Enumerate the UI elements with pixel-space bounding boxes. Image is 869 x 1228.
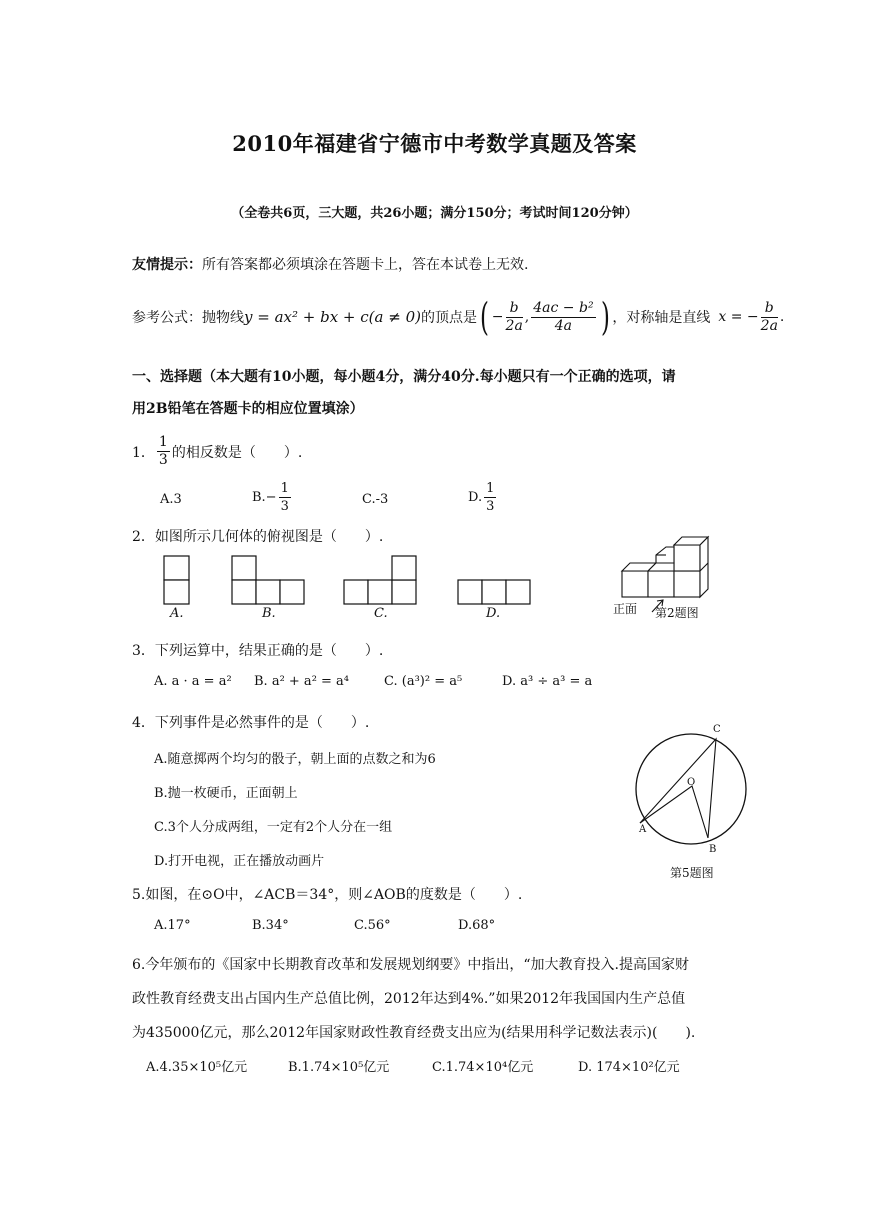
q6-line3: 为435000亿元，那么2012年国家财政性教育经费支出应为(结果用科学记数法表示)( ). [132,1025,696,1041]
q3-option-d: D. a³ ÷ a³ = a [502,674,593,689]
q5-option-a: A.17° [154,918,191,933]
axis-fraction: $\frac{b}{2a}$ [760,299,778,334]
q5-option-c: C.56° [354,918,391,933]
q3-option-a: A. a · a = a² [154,674,232,689]
q1-fraction: $\frac{1}{3}$ [158,434,168,468]
tip-label: 友情提示： [132,257,202,273]
vertex-x-fraction: $\frac{b}{2a}$ [505,299,523,334]
q5-point-b: B [709,844,717,855]
q5-option-d: D.68° [458,918,496,933]
q4-option-b: B.抛一枚硬币，正面朝上 [154,786,298,801]
q3-stem: 3．下列运算中，结果正确的是（ ）. [132,643,384,659]
formula-line: 参考公式：抛物线 y = ax² + bx + c(a ≠ 0) 的顶点是 ( − $\frac{b}{2a}$ , $\frac{\text{4ac − b²}}{4a}$ ) ，对称轴是直线 x = − $\frac{b}{2a}$ . [132,295,785,339]
q1-option-b: B.− $\frac{1}{3}$ [252,481,289,514]
q3-option-c: C. (a³)² = a⁵ [384,674,463,689]
q2-label-a: A. [170,606,184,621]
exam-info: （全卷共6页，三大题，共26小题；满分150分；考试时间120分钟） [231,206,638,221]
q5-point-a: A [639,824,647,835]
q1-option-c: C.-3 [362,492,389,507]
q5-option-b: B.34° [252,918,289,933]
formula-mid: 的顶点是 [420,310,477,326]
page-title: 2010年福建省宁德市中考数学真题及答案 [232,131,637,156]
q2-label-b: B. [262,606,276,621]
q3-option-b: B. a² + a² = a⁴ [254,674,350,689]
q1-stem: 1． $\frac{1}{3}$ 的相反数是（ ）. [132,434,303,468]
q6-option-a: A.4.35×10⁵亿元 [146,1060,248,1075]
vertex-y-fraction: $\frac{\text{4ac − b²}}{4a}$ [533,299,594,334]
q4-option-c: C.3个人分成两组，一定有2个人分在一组 [154,820,393,835]
q4-option-d: D.打开电视，正在播放动画片 [154,854,325,869]
q4-option-a: A.随意掷两个均匀的骰子，朝上面的点数之和为6 [154,752,436,767]
section1-line1: 一、选择题（本大题有10小题，每小题4分，满分40分.每小题只有一个正确的选项，请 [132,369,676,385]
q2-front-label: 正面 [613,602,638,616]
tip-text: 所有答案都必须填涂在答题卡上，答在本试卷上无效. [202,257,529,273]
q5-point-o: O [687,777,696,788]
q6-option-b: B.1.74×10⁵亿元 [288,1060,390,1075]
q5-point-c: C [713,724,721,735]
q5-stem: 5.如图，在⊙O中，∠ACB＝34°，则∠AOB的度数是（ ）. [132,887,523,903]
axis-lhs: x = − [718,309,759,325]
q2-label-d: D. [486,606,501,621]
q2-label-c: C. [374,606,388,621]
q5-figure-caption: 第5题图 [670,866,714,880]
q6-line2: 政性教育经费支出占国内生产总值比例，2012年达到4%.”如果2012年我国国内生产总值 [132,991,686,1007]
axis-text: ，对称轴是直线 [612,310,711,326]
q1-option-d: D. $\frac{1}{3}$ [468,481,495,514]
q2-figure-caption: 第2题图 [655,606,699,620]
q2-stem: 2．如图所示几何体的俯视图是（ ）. [132,529,384,545]
parabola-equation: y = ax² + bx + c(a ≠ 0) [244,308,421,326]
formula-label: 参考公式：抛物线 [132,310,244,326]
section1-line2: 用2B铅笔在答题卡的相应位置填涂） [132,401,364,417]
q6-option-d: D. 174×10²亿元 [578,1060,680,1075]
q4-stem: 4．下列事件是必然事件的是（ ）. [132,715,370,731]
q1-option-a: A.3 [160,492,182,507]
q6-line1: 6.今年颁布的《国家中长期教育改革和发展规划纲要》中指出，“加大教育投入.提高国家财 [132,957,689,973]
q6-option-c: C.1.74×10⁴亿元 [432,1060,534,1075]
